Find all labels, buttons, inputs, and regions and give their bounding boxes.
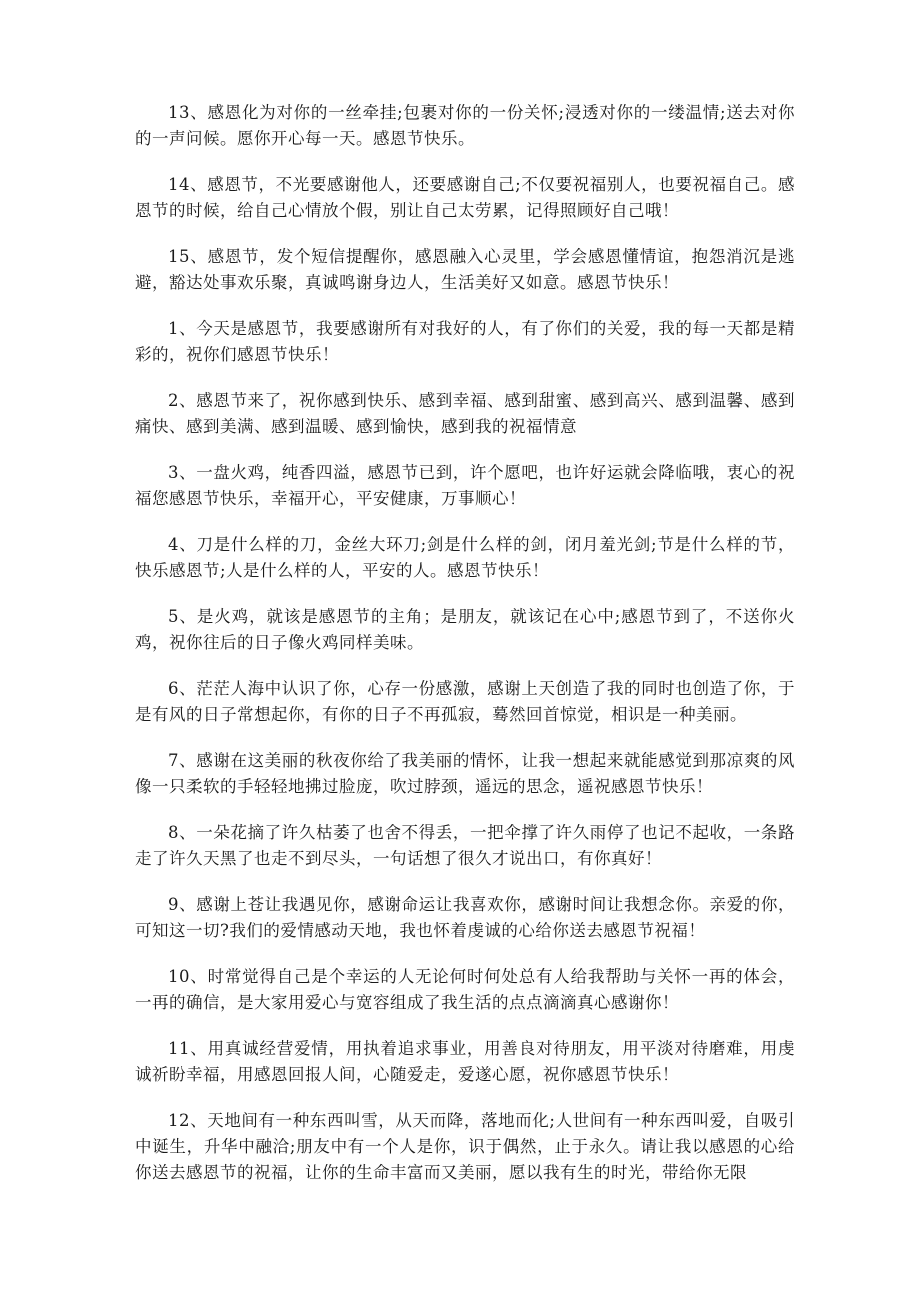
paragraph-12: 12、天地间有一种东西叫雪，从天而降，落地而化;人世间有一种东西叫爱，自吸引中诞生，升华中融洽;朋友中有一个人是你，识于偶然，止于永久。请让我以感恩的心给你送去感恩节的祝福，让你的生命丰富而又美丽，愿以我有生的时光，带给你无限	[135, 1111, 795, 1182]
paragraph-1: 1、今天是感恩节，我要感谢所有对我好的人，有了你们的关爱，我的每一天都是精彩的，祝你们感恩节快乐！	[135, 319, 795, 364]
paragraph-3: 3、一盘火鸡，纯香四溢，感恩节已到，许个愿吧，也许好运就会降临哦，衷心的祝福您感恩节快乐，幸福开心，平安健康，万事顺心！	[135, 463, 795, 508]
paragraph-15: 15、感恩节，发个短信提醒你，感恩融入心灵里，学会感恩懂情谊，抱怨消沉是逃避，豁达处事欢乐聚，真诚鸣谢身边人，生活美好又如意。感恩节快乐！	[135, 247, 795, 292]
paragraph-4: 4、刀是什么样的刀，金丝大环刀;剑是什么样的剑，闭月羞光剑;节是什么样的节，快乐感恩节;人是什么样的人，平安的人。感恩节快乐！	[135, 535, 795, 580]
paragraph-10: 10、时常觉得自己是个幸运的人无论何时何处总有人给我帮助与关怀一再的体会，一再的确信，是大家用爱心与宽容组成了我生活的点点滴滴真心感谢你！	[135, 967, 795, 1012]
paragraph-7: 7、感谢在这美丽的秋夜你给了我美丽的情怀，让我一想起来就能感觉到那凉爽的风像一只柔软的手轻轻地拂过脸庞，吹过脖颈，遥远的思念，遥祝感恩节快乐！	[135, 751, 795, 796]
paragraph-14: 14、感恩节，不光要感谢他人，还要感谢自己;不仅要祝福别人，也要祝福自己。感恩节的时候，给自己心情放个假，别让自己太劳累，记得照顾好自己哦！	[135, 175, 795, 220]
paragraph-6: 6、茫茫人海中认识了你，心存一份感激，感谢上天创造了我的同时也创造了你，于是有风的日子常想起你，有你的日子不再孤寂，蓦然回首惊觉，相识是一种美丽。	[135, 679, 795, 724]
paragraph-9: 9、感谢上苍让我遇见你，感谢命运让我喜欢你，感谢时间让我想念你。亲爱的你，可知这一切?我们的爱情感动天地，我也怀着虔诚的心给你送去感恩节祝福！	[135, 895, 795, 940]
document-body	[135, 100, 795, 1206]
paragraph-2: 2、感恩节来了，祝你感到快乐、感到幸福、感到甜蜜、感到高兴、感到温馨、感到痛快、感到美满、感到温暖、感到愉快，感到我的祝福情意	[135, 391, 795, 436]
paragraph-8: 8、一朵花摘了许久枯萎了也舍不得丢，一把伞撑了许久雨停了也记不起收，一条路走了许久天黑了也走不到尽头，一句话想了很久才说出口，有你真好！	[135, 823, 795, 868]
paragraph-13: 13、感恩化为对你的一丝牵挂;包裹对你的一份关怀;浸透对你的一缕温情;送去对你的一声问候。愿你开心每一天。感恩节快乐。	[135, 103, 795, 148]
paragraph-5: 5、是火鸡，就该是感恩节的主角；是朋友，就该记在心中;感恩节到了，不送你火鸡，祝你往后的日子像火鸡同样美味。	[135, 607, 795, 652]
paragraph-11: 11、用真诚经营爱情，用执着追求事业，用善良对待朋友，用平淡对待磨难，用虔诚祈盼幸福，用感恩回报人间，心随爱走，爱遂心愿，祝你感恩节快乐！	[135, 1039, 795, 1084]
